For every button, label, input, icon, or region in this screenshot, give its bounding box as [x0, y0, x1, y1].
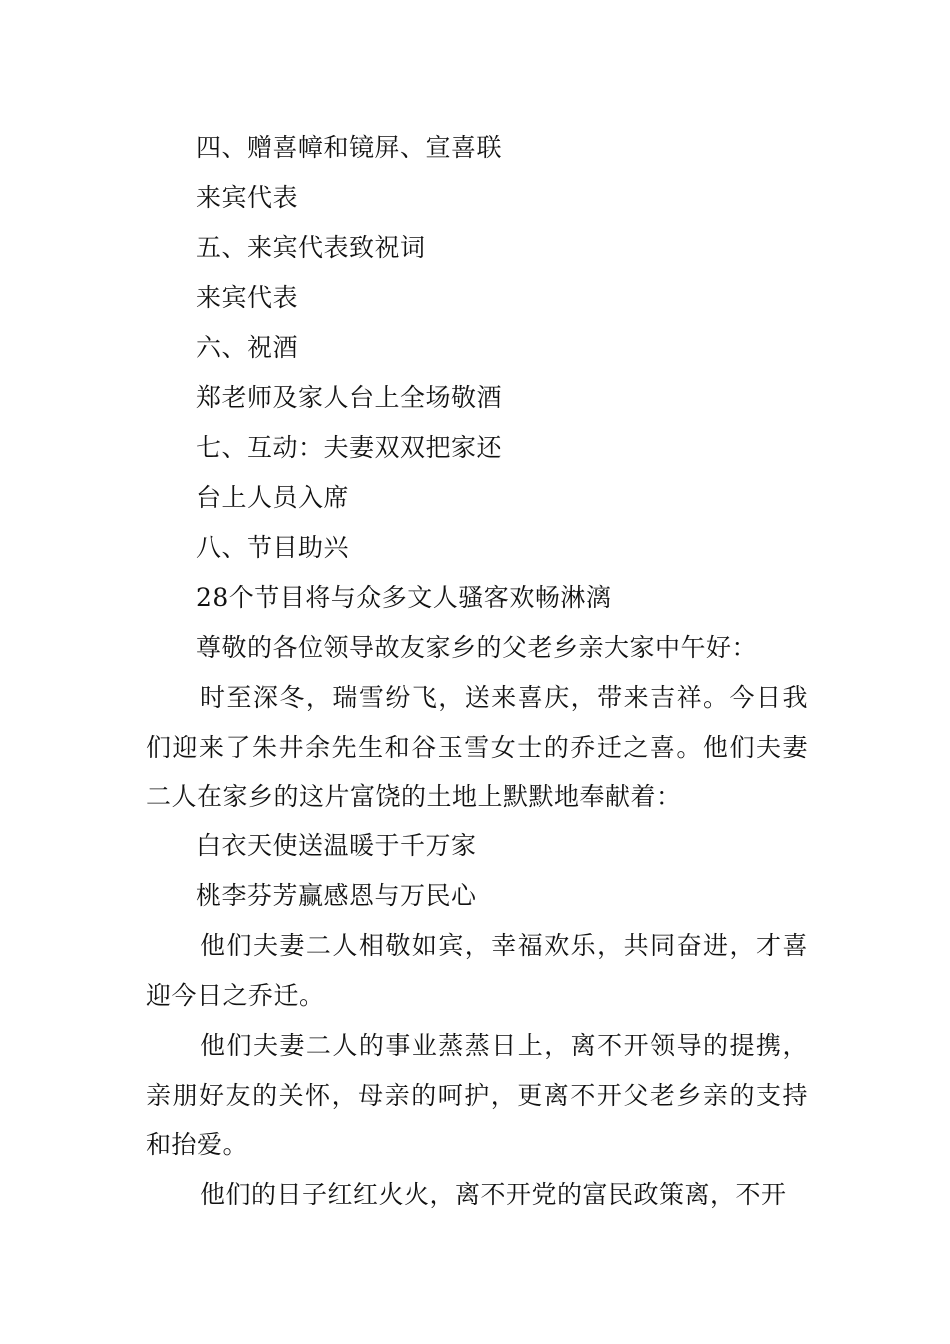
speech-greeting: 尊敬的各位领导故友家乡的父老乡亲大家中午好： [196, 633, 758, 662]
program-item-4: 四、赠喜幛和镜屏、宣喜联 [196, 133, 503, 162]
speech-paragraph-4: 他们的日子红红火火，离不开党的富民政策离，不开 [200, 1180, 787, 1209]
program-item-8-detail: 28个节目将与众多文人骚客欢畅淋漓 [196, 583, 612, 612]
speech-paragraph-3: 他们夫妻二人的事业蒸蒸日上，离不开领导的提携，亲朋好友的关怀，母亲的呵护，更离不开父老乡亲的支持和抬爱。 [146, 1031, 808, 1160]
program-item-7-performer: 台上人员入席 [196, 483, 350, 512]
speech-paragraph-1: 时至深冬，瑞雪纷飞，送来喜庆，带来吉祥。今日我们迎来了朱井余先生和谷玉雪女士的乔迁之喜。他们夫妻二人在家乡的这片富饶的土地上默默地奉献着： [146, 683, 808, 812]
program-item-8: 八、节目助兴 [196, 533, 350, 562]
program-item-5: 五、来宾代表致祝词 [196, 233, 426, 262]
program-item-6-performer: 郑老师及家人台上全场敬酒 [196, 383, 503, 412]
couplet-line-1: 白衣天使送温暖于千万家 [196, 831, 477, 860]
couplet-line-2: 桃李芬芳赢感恩与万民心 [196, 881, 477, 910]
program-item-7: 七、互动：夫妻双双把家还 [196, 433, 503, 462]
program-item-4-performer: 来宾代表 [196, 183, 299, 212]
program-item-5-performer: 来宾代表 [196, 283, 299, 312]
speech-paragraph-2: 他们夫妻二人相敬如宾，幸福欢乐，共同奋进，才喜迎今日之乔迁。 [146, 931, 808, 1010]
program-item-6: 六、祝酒 [196, 333, 299, 362]
